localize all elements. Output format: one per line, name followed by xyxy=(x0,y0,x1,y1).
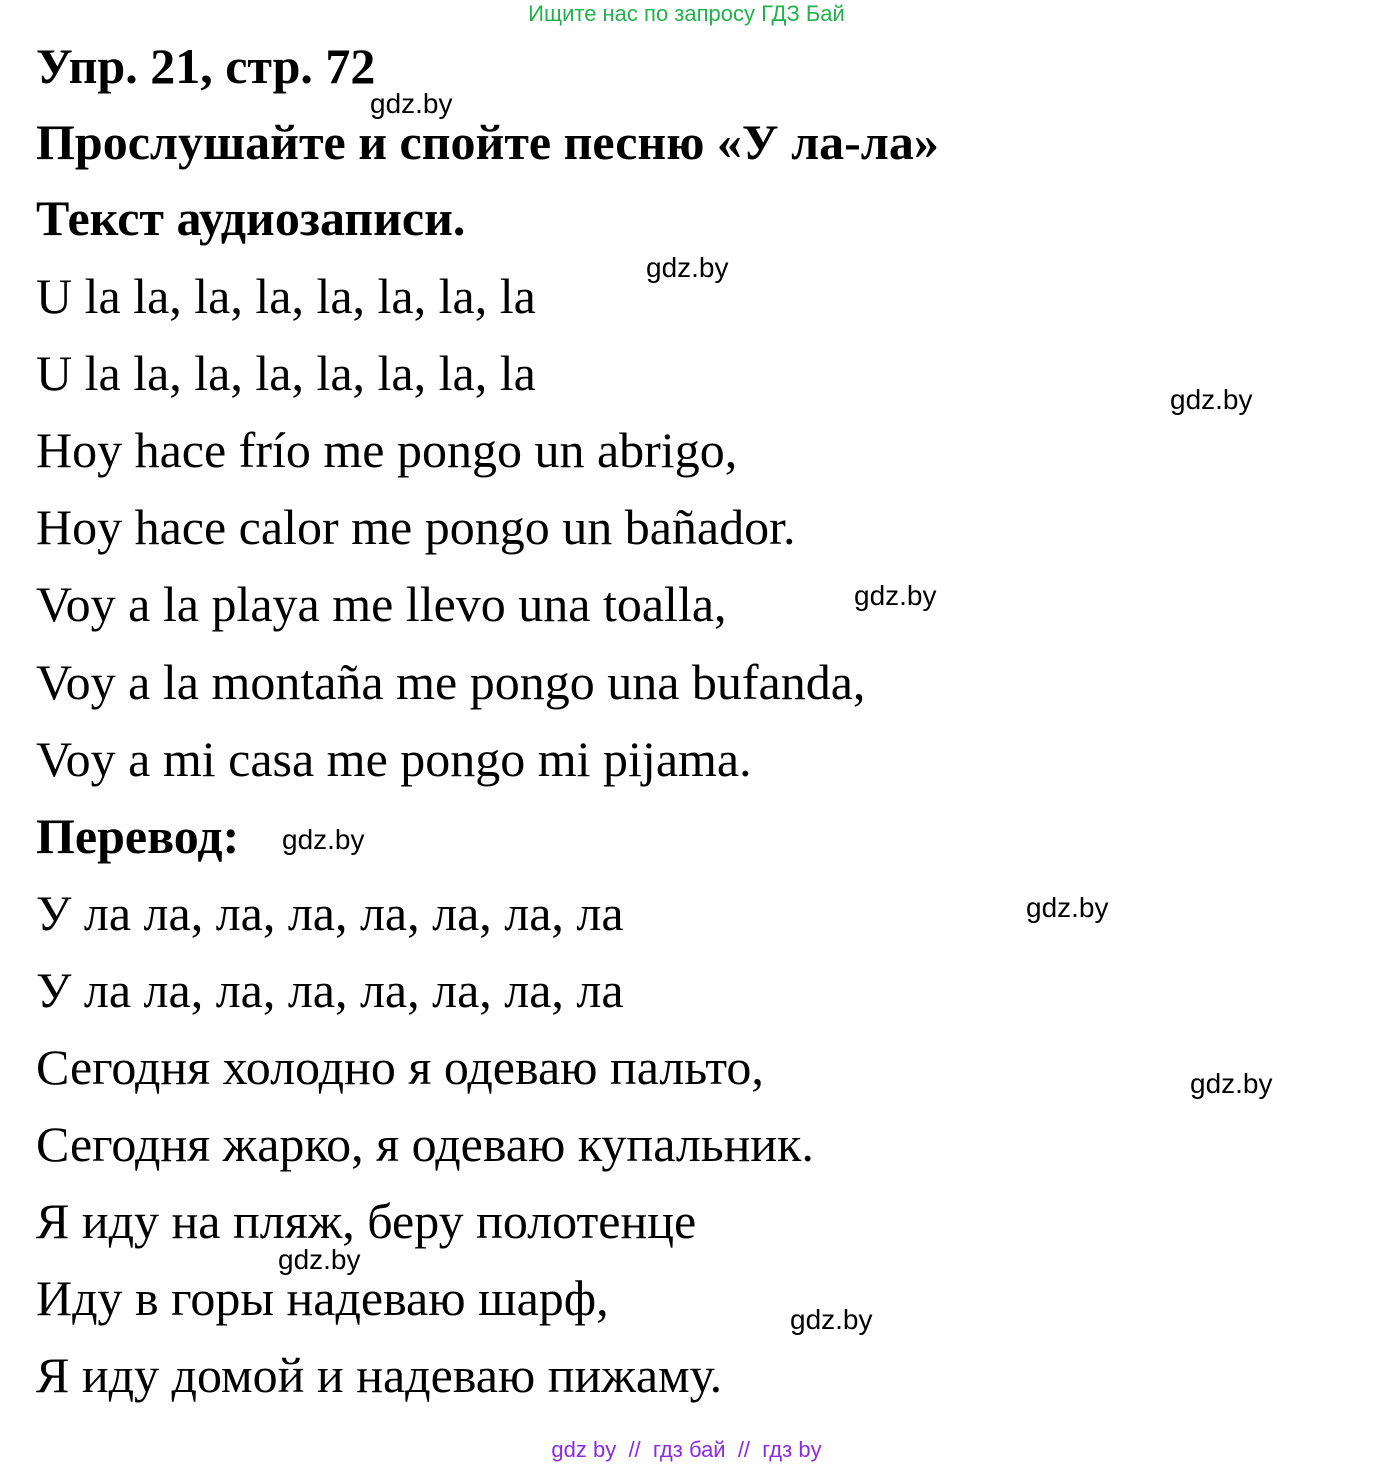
audio-section-heading: Текст аудиозаписи. xyxy=(36,190,466,246)
watermark: gdz.by xyxy=(278,1244,361,1275)
translation-line-5: Я иду на пляж, беру полотенце xyxy=(36,1193,697,1249)
translation-line-3: Сегодня холодно я одеваю пальто, xyxy=(36,1039,764,1095)
lyric-line-3: Hoy hace frío me pongo un abrigo, xyxy=(36,422,738,478)
translation-line-6: Иду в горы надеваю шарф, xyxy=(36,1270,609,1326)
watermark: gdz.by xyxy=(1170,384,1253,415)
top-banner: Ищите нас по запросу ГДЗ Бай xyxy=(528,1,845,26)
footer-links: gdz by // гдз бай // гдз by xyxy=(551,1437,822,1462)
watermark: gdz.by xyxy=(854,580,937,611)
translation-heading: Перевод: xyxy=(36,808,240,864)
watermark: gdz.by xyxy=(646,252,729,283)
translation-line-7: Я иду домой и надеваю пижаму. xyxy=(36,1347,723,1403)
watermark: gdz.by xyxy=(1190,1068,1273,1099)
lyric-line-2: U la la, la, la, la, la, la, la xyxy=(36,345,536,401)
lyric-line-5: Voy a la playa me llevo una toalla, xyxy=(36,576,727,632)
watermark: gdz.by xyxy=(370,88,453,119)
translation-line-4: Сегодня жарко, я одеваю купальник. xyxy=(36,1116,814,1172)
translation-line-1: У ла ла, ла, ла, ла, ла, ла, ла xyxy=(36,885,624,941)
lyric-line-1: U la la, la, la, la, la, la, la xyxy=(36,268,536,324)
watermark: gdz.by xyxy=(790,1304,873,1335)
exercise-task: Прослушайте и спойте песню «У ла-ла» xyxy=(36,114,939,170)
lyric-line-7: Voy a mi casa me pongo mi pijama. xyxy=(36,731,752,787)
lyric-line-6: Voy a la montaña me pongo una bufanda, xyxy=(36,654,866,710)
lyric-line-4: Hoy hace calor me pongo un bañador. xyxy=(36,499,796,555)
translation-line-2: У ла ла, ла, ла, ла, ла, ла, ла xyxy=(36,962,624,1018)
watermark: gdz.by xyxy=(282,824,365,855)
exercise-title: Упр. 21, стр. 72 xyxy=(36,38,376,94)
watermark: gdz.by xyxy=(1026,892,1109,923)
